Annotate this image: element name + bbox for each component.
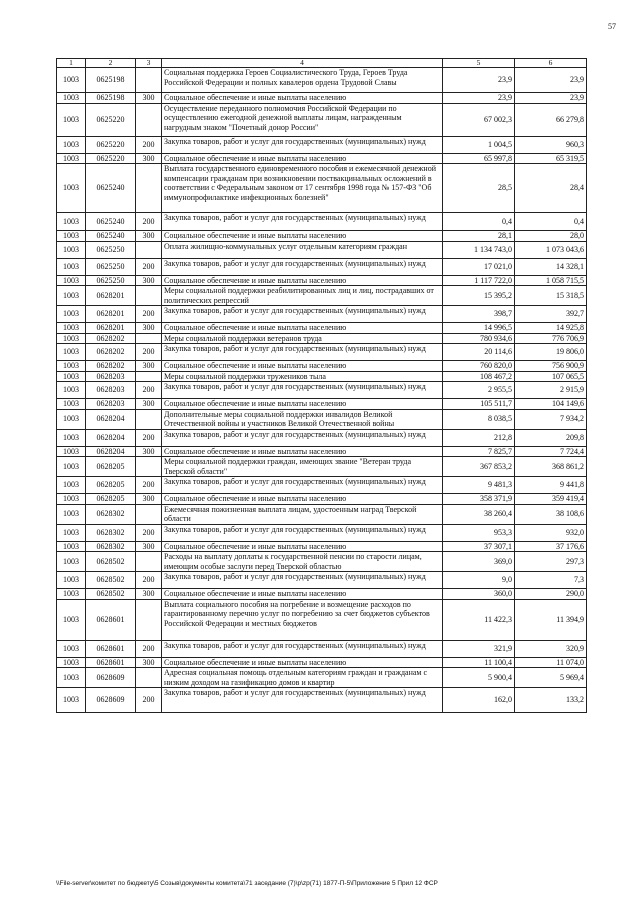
cell-col-6: 290,0	[515, 589, 587, 600]
cell-col-1: 1003	[57, 429, 86, 446]
cell-col-3: 300	[136, 589, 162, 600]
cell-col-5: 28,5	[443, 164, 515, 213]
cell-col-2: 0625250	[86, 241, 136, 258]
cell-col-4: Социальное обеспечение и иные выплаты населению	[162, 323, 443, 334]
cell-col-1: 1003	[57, 136, 86, 153]
cell-col-4: Социальное обеспечение и иные выплаты населению	[162, 231, 443, 242]
cell-col-1: 1003	[57, 504, 86, 524]
cell-col-2: 0628201	[86, 286, 136, 306]
cell-col-6: 2 915,9	[515, 382, 587, 399]
cell-col-2: 0628201	[86, 306, 136, 323]
cell-col-1: 1003	[57, 668, 86, 688]
cell-col-5: 1 134 743,0	[443, 241, 515, 258]
cell-col-2: 0628302	[86, 524, 136, 541]
cell-col-5: 358 371,9	[443, 494, 515, 505]
cell-col-5: 2 955,5	[443, 382, 515, 399]
table-row	[57, 258, 587, 275]
cell-col-3: 200	[136, 688, 162, 713]
page-number: 57	[608, 22, 616, 31]
cell-col-1: 1003	[57, 657, 86, 668]
cell-col-5: 20 114,6	[443, 344, 515, 361]
cell-col-2: 0628502	[86, 589, 136, 600]
cell-col-3: 300	[136, 657, 162, 668]
cell-col-5: 15 395,2	[443, 286, 515, 306]
cell-col-3: 300	[136, 494, 162, 505]
cell-col-6: 7,3	[515, 572, 587, 589]
header-col-4: 4	[162, 59, 443, 68]
cell-col-5: 17 021,0	[443, 258, 515, 275]
cell-col-3	[136, 68, 162, 93]
cell-col-3	[136, 457, 162, 477]
table-row	[57, 657, 587, 668]
cell-col-3: 200	[136, 136, 162, 153]
cell-col-2: 0628204	[86, 446, 136, 457]
cell-col-4: Социальное обеспечение и иные выплаты населению	[162, 657, 443, 668]
table-row	[57, 344, 587, 361]
cell-col-6: 776 706,9	[515, 333, 587, 344]
cell-col-1: 1003	[57, 589, 86, 600]
cell-col-1: 1003	[57, 275, 86, 286]
table-row	[57, 457, 587, 477]
cell-col-1: 1003	[57, 306, 86, 323]
cell-col-1: 1003	[57, 640, 86, 657]
cell-col-2: 0628202	[86, 333, 136, 344]
table-row	[57, 361, 587, 372]
cell-col-3: 200	[136, 382, 162, 399]
cell-col-3	[136, 103, 162, 136]
table-header-row	[57, 59, 587, 68]
cell-col-1: 1003	[57, 477, 86, 494]
cell-col-2: 0625250	[86, 275, 136, 286]
cell-col-6: 1 058 715,5	[515, 275, 587, 286]
cell-col-6: 28,4	[515, 164, 587, 213]
cell-col-4: Социальное обеспечение и иные выплаты населению	[162, 446, 443, 457]
cell-col-6: 9 441,8	[515, 477, 587, 494]
cell-col-4: Дополнительные меры социальной поддержки инвалидов Великой Отечественной войны и участников Великой Отечественной войны	[162, 409, 443, 429]
cell-col-2: 0625240	[86, 231, 136, 242]
cell-col-1: 1003	[57, 103, 86, 136]
cell-col-4: Расходы на выплату доплаты к государственной пенсии по старости лицам, имеющим особые заслуги перед Тверской областью	[162, 552, 443, 572]
cell-col-5: 367 853,2	[443, 457, 515, 477]
table-row	[57, 477, 587, 494]
cell-col-3: 200	[136, 258, 162, 275]
cell-col-3: 200	[136, 429, 162, 446]
cell-col-6: 107 065,5	[515, 371, 587, 382]
cell-col-4: Закупка товаров, работ и услуг для государственных (муниципальных) нужд	[162, 213, 443, 231]
cell-col-2: 0628201	[86, 323, 136, 334]
cell-col-4: Социальное обеспечение и иные выплаты населению	[162, 589, 443, 600]
table-row	[57, 524, 587, 541]
table-row	[57, 213, 587, 231]
table-row	[57, 494, 587, 505]
cell-col-1: 1003	[57, 258, 86, 275]
cell-col-2: 0628203	[86, 399, 136, 410]
cell-col-2: 0628302	[86, 541, 136, 552]
cell-col-2: 0628202	[86, 361, 136, 372]
cell-col-1: 1003	[57, 286, 86, 306]
cell-col-6: 65 319,5	[515, 153, 587, 164]
cell-col-6: 368 861,2	[515, 457, 587, 477]
cell-col-4: Закупка товаров, работ и услуг для государственных (муниципальных) нужд	[162, 382, 443, 399]
cell-col-6: 0,4	[515, 213, 587, 231]
cell-col-2: 0628601	[86, 599, 136, 640]
cell-col-5: 1 117 722,0	[443, 275, 515, 286]
table-row	[57, 589, 587, 600]
cell-col-4: Закупка товаров, работ и услуг для государственных (муниципальных) нужд	[162, 640, 443, 657]
cell-col-4: Социальное обеспечение и иные выплаты населению	[162, 275, 443, 286]
cell-col-5: 105 511,7	[443, 399, 515, 410]
cell-col-6: 7 934,2	[515, 409, 587, 429]
cell-col-3: 200	[136, 306, 162, 323]
cell-col-6: 104 149,6	[515, 399, 587, 410]
cell-col-1: 1003	[57, 213, 86, 231]
cell-col-1: 1003	[57, 552, 86, 572]
table-row	[57, 409, 587, 429]
cell-col-5: 369,0	[443, 552, 515, 572]
cell-col-4: Закупка товаров, работ и услуг для государственных (муниципальных) нужд	[162, 524, 443, 541]
cell-col-3: 300	[136, 275, 162, 286]
cell-col-5: 23,9	[443, 93, 515, 104]
cell-col-2: 0625240	[86, 213, 136, 231]
cell-col-2: 0628204	[86, 409, 136, 429]
cell-col-1: 1003	[57, 333, 86, 344]
table-row	[57, 164, 587, 213]
cell-col-4: Закупка товаров, работ и услуг для государственных (муниципальных) нужд	[162, 306, 443, 323]
cell-col-4: Осуществление переданного полномочия Российской Федерации по осуществлению ежегодной денежной выплаты лицам, награжденным нагрудным знаком "Почетный донор России"	[162, 103, 443, 136]
cell-col-3: 200	[136, 344, 162, 361]
cell-col-4: Социальная поддержка Героев Социалистического Труда, Героев Труда Российской Федерации и полных кавалеров ордена Трудовой Славы	[162, 68, 443, 93]
cell-col-1: 1003	[57, 361, 86, 372]
cell-col-1: 1003	[57, 599, 86, 640]
table-row	[57, 429, 587, 446]
cell-col-2: 0628205	[86, 457, 136, 477]
table-row	[57, 333, 587, 344]
cell-col-6: 960,3	[515, 136, 587, 153]
cell-col-5: 11 422,3	[443, 599, 515, 640]
table-row	[57, 541, 587, 552]
cell-col-3	[136, 241, 162, 258]
cell-col-1: 1003	[57, 344, 86, 361]
cell-col-5: 1 004,5	[443, 136, 515, 153]
cell-col-5: 953,3	[443, 524, 515, 541]
cell-col-5: 65 997,8	[443, 153, 515, 164]
cell-col-3	[136, 599, 162, 640]
cell-col-1: 1003	[57, 399, 86, 410]
cell-col-3: 300	[136, 323, 162, 334]
table-row	[57, 153, 587, 164]
cell-col-3: 200	[136, 572, 162, 589]
cell-col-2: 0628609	[86, 688, 136, 713]
cell-col-5: 398,7	[443, 306, 515, 323]
cell-col-6: 23,9	[515, 93, 587, 104]
cell-col-2: 0625198	[86, 93, 136, 104]
table-row	[57, 306, 587, 323]
cell-col-3: 200	[136, 640, 162, 657]
cell-col-3	[136, 164, 162, 213]
cell-col-3: 300	[136, 399, 162, 410]
cell-col-5: 38 260,4	[443, 504, 515, 524]
cell-col-1: 1003	[57, 323, 86, 334]
cell-col-2: 0628302	[86, 504, 136, 524]
cell-col-5: 7 825,7	[443, 446, 515, 457]
cell-col-3: 300	[136, 153, 162, 164]
cell-col-6: 392,7	[515, 306, 587, 323]
footer-file-path: \\File-server\комитет по бюджету\5 Созыв\документы комитета\71 заседание (7)\р\zp(71) 1877-П-5\Приложение 5 Прил 12 ФСР	[56, 880, 438, 887]
cell-col-3: 200	[136, 524, 162, 541]
cell-col-6: 66 279,8	[515, 103, 587, 136]
cell-col-4: Меры социальной поддержки реабилитированных лиц и лиц, пострадавших от политических репрессий	[162, 286, 443, 306]
cell-col-2: 0628502	[86, 552, 136, 572]
cell-col-1: 1003	[57, 524, 86, 541]
cell-col-6: 28,0	[515, 231, 587, 242]
cell-col-5: 28,1	[443, 231, 515, 242]
table-row	[57, 504, 587, 524]
cell-col-2: 0625220	[86, 153, 136, 164]
cell-col-6: 14 925,8	[515, 323, 587, 334]
cell-col-2: 0628601	[86, 657, 136, 668]
cell-col-4: Выплата государственного единовременного пособия и ежемесячной денежной компенсации гражданам при возникновении поствакцинальных осложнений в соответствии с Федеральным законом от 17 сентября 1998 года № 157-ФЗ "Об иммунопрофилактике инфекционных болезней"	[162, 164, 443, 213]
cell-col-5: 760 820,0	[443, 361, 515, 372]
cell-col-6: 320,9	[515, 640, 587, 657]
cell-col-2: 0625198	[86, 68, 136, 93]
cell-col-3	[136, 504, 162, 524]
cell-col-6: 38 108,6	[515, 504, 587, 524]
cell-col-2: 0628202	[86, 344, 136, 361]
cell-col-4: Ежемесячная пожизненная выплата лицам, удостоенным наград Тверской области	[162, 504, 443, 524]
cell-col-3	[136, 409, 162, 429]
cell-col-2: 0628205	[86, 477, 136, 494]
cell-col-6: 15 318,5	[515, 286, 587, 306]
cell-col-2: 0628205	[86, 494, 136, 505]
cell-col-6: 37 176,6	[515, 541, 587, 552]
cell-col-4: Социальное обеспечение и иные выплаты населению	[162, 399, 443, 410]
cell-col-2: 0625240	[86, 164, 136, 213]
header-col-1: 1	[57, 59, 86, 68]
table-row	[57, 136, 587, 153]
cell-col-4: Меры социальной поддержки тружеников тыла	[162, 371, 443, 382]
cell-col-6: 297,3	[515, 552, 587, 572]
cell-col-3: 200	[136, 213, 162, 231]
cell-col-2: 0625220	[86, 136, 136, 153]
cell-col-5: 360,0	[443, 589, 515, 600]
cell-col-3	[136, 286, 162, 306]
cell-col-4: Социальное обеспечение и иные выплаты населению	[162, 361, 443, 372]
cell-col-5: 321,9	[443, 640, 515, 657]
cell-col-6: 5 969,4	[515, 668, 587, 688]
cell-col-1: 1003	[57, 164, 86, 213]
cell-col-6: 7 724,4	[515, 446, 587, 457]
cell-col-1: 1003	[57, 541, 86, 552]
table-row	[57, 640, 587, 657]
table-row	[57, 572, 587, 589]
cell-col-1: 1003	[57, 153, 86, 164]
cell-col-1: 1003	[57, 688, 86, 713]
cell-col-6: 1 073 043,6	[515, 241, 587, 258]
cell-col-4: Закупка товаров, работ и услуг для государственных (муниципальных) нужд	[162, 688, 443, 713]
cell-col-5: 212,8	[443, 429, 515, 446]
cell-col-1: 1003	[57, 371, 86, 382]
cell-col-3: 300	[136, 541, 162, 552]
cell-col-6: 209,8	[515, 429, 587, 446]
table-row	[57, 552, 587, 572]
cell-col-1: 1003	[57, 409, 86, 429]
cell-col-1: 1003	[57, 382, 86, 399]
table-row	[57, 668, 587, 688]
cell-col-3: 300	[136, 361, 162, 372]
cell-col-2: 0628204	[86, 429, 136, 446]
cell-col-6: 19 806,0	[515, 344, 587, 361]
cell-col-4: Социальное обеспечение и иные выплаты населению	[162, 93, 443, 104]
cell-col-2: 0628609	[86, 668, 136, 688]
cell-col-5: 11 100,4	[443, 657, 515, 668]
cell-col-5: 108 467,2	[443, 371, 515, 382]
cell-col-4: Адресная социальная помощь отдельным категориям граждан и гражданам с низким доходом на газификацию домов и квартир	[162, 668, 443, 688]
cell-col-5: 8 038,5	[443, 409, 515, 429]
table-row	[57, 231, 587, 242]
table-row	[57, 68, 587, 93]
cell-col-5: 5 900,4	[443, 668, 515, 688]
budget-table	[56, 58, 587, 713]
table-row	[57, 103, 587, 136]
cell-col-2: 0628502	[86, 572, 136, 589]
cell-col-2: 0628601	[86, 640, 136, 657]
table-row	[57, 323, 587, 334]
cell-col-3: 300	[136, 231, 162, 242]
cell-col-1: 1003	[57, 231, 86, 242]
cell-col-4: Оплата жилищно-коммунальных услуг отдельным категориям граждан	[162, 241, 443, 258]
cell-col-1: 1003	[57, 457, 86, 477]
table-row	[57, 599, 587, 640]
cell-col-3	[136, 552, 162, 572]
cell-col-4: Закупка товаров, работ и услуг для государственных (муниципальных) нужд	[162, 477, 443, 494]
cell-col-3: 200	[136, 477, 162, 494]
cell-col-5: 37 307,1	[443, 541, 515, 552]
cell-col-6: 756 900,9	[515, 361, 587, 372]
cell-col-6: 11 074,0	[515, 657, 587, 668]
cell-col-1: 1003	[57, 68, 86, 93]
cell-col-1: 1003	[57, 572, 86, 589]
cell-col-4: Закупка товаров, работ и услуг для государственных (муниципальных) нужд	[162, 429, 443, 446]
cell-col-2: 0625250	[86, 258, 136, 275]
cell-col-5: 14 996,5	[443, 323, 515, 334]
table-row	[57, 688, 587, 713]
header-col-5: 5	[443, 59, 515, 68]
cell-col-2: 0628203	[86, 382, 136, 399]
cell-col-4: Социальное обеспечение и иные выплаты населению	[162, 153, 443, 164]
cell-col-3: 300	[136, 93, 162, 104]
cell-col-4: Закупка товаров, работ и услуг для государственных (муниципальных) нужд	[162, 572, 443, 589]
table-row	[57, 286, 587, 306]
cell-col-4: Социальное обеспечение и иные выплаты населению	[162, 494, 443, 505]
table-row	[57, 93, 587, 104]
cell-col-5: 780 934,6	[443, 333, 515, 344]
cell-col-6: 359 419,4	[515, 494, 587, 505]
cell-col-1: 1003	[57, 93, 86, 104]
cell-col-5: 9 481,3	[443, 477, 515, 494]
cell-col-5: 9,0	[443, 572, 515, 589]
header-col-2: 2	[86, 59, 136, 68]
cell-col-4: Меры социальной поддержки граждан, имеющих звание "Ветеран труда Тверской области"	[162, 457, 443, 477]
cell-col-3	[136, 333, 162, 344]
cell-col-4: Закупка товаров, работ и услуг для государственных (муниципальных) нужд	[162, 258, 443, 275]
cell-col-5: 0,4	[443, 213, 515, 231]
cell-col-3	[136, 668, 162, 688]
table-row	[57, 382, 587, 399]
cell-col-6: 932,0	[515, 524, 587, 541]
cell-col-4: Социальное обеспечение и иные выплаты населению	[162, 541, 443, 552]
cell-col-4: Выплата социального пособия на погребение и возмещение расходов по гарантированному перечню услуг по погребению за счет бюджетов субъектов Российской Федерации и местных бюджетов	[162, 599, 443, 640]
table-row	[57, 275, 587, 286]
cell-col-5: 23,9	[443, 68, 515, 93]
cell-col-6: 133,2	[515, 688, 587, 713]
cell-col-5: 162,0	[443, 688, 515, 713]
header-col-6: 6	[515, 59, 587, 68]
cell-col-6: 11 394,9	[515, 599, 587, 640]
cell-col-4: Закупка товаров, работ и услуг для государственных (муниципальных) нужд	[162, 344, 443, 361]
cell-col-1: 1003	[57, 241, 86, 258]
cell-col-6: 23,9	[515, 68, 587, 93]
cell-col-3	[136, 371, 162, 382]
table-row	[57, 371, 587, 382]
cell-col-5: 67 002,3	[443, 103, 515, 136]
table-row	[57, 446, 587, 457]
cell-col-6: 14 328,1	[515, 258, 587, 275]
cell-col-3: 300	[136, 446, 162, 457]
cell-col-2: 0628203	[86, 371, 136, 382]
header-col-3: 3	[136, 59, 162, 68]
cell-col-1: 1003	[57, 446, 86, 457]
cell-col-4: Закупка товаров, работ и услуг для государственных (муниципальных) нужд	[162, 136, 443, 153]
table-row	[57, 399, 587, 410]
cell-col-1: 1003	[57, 494, 86, 505]
cell-col-2: 0625220	[86, 103, 136, 136]
cell-col-4: Меры социальной поддержки ветеранов труда	[162, 333, 443, 344]
table-row	[57, 241, 587, 258]
